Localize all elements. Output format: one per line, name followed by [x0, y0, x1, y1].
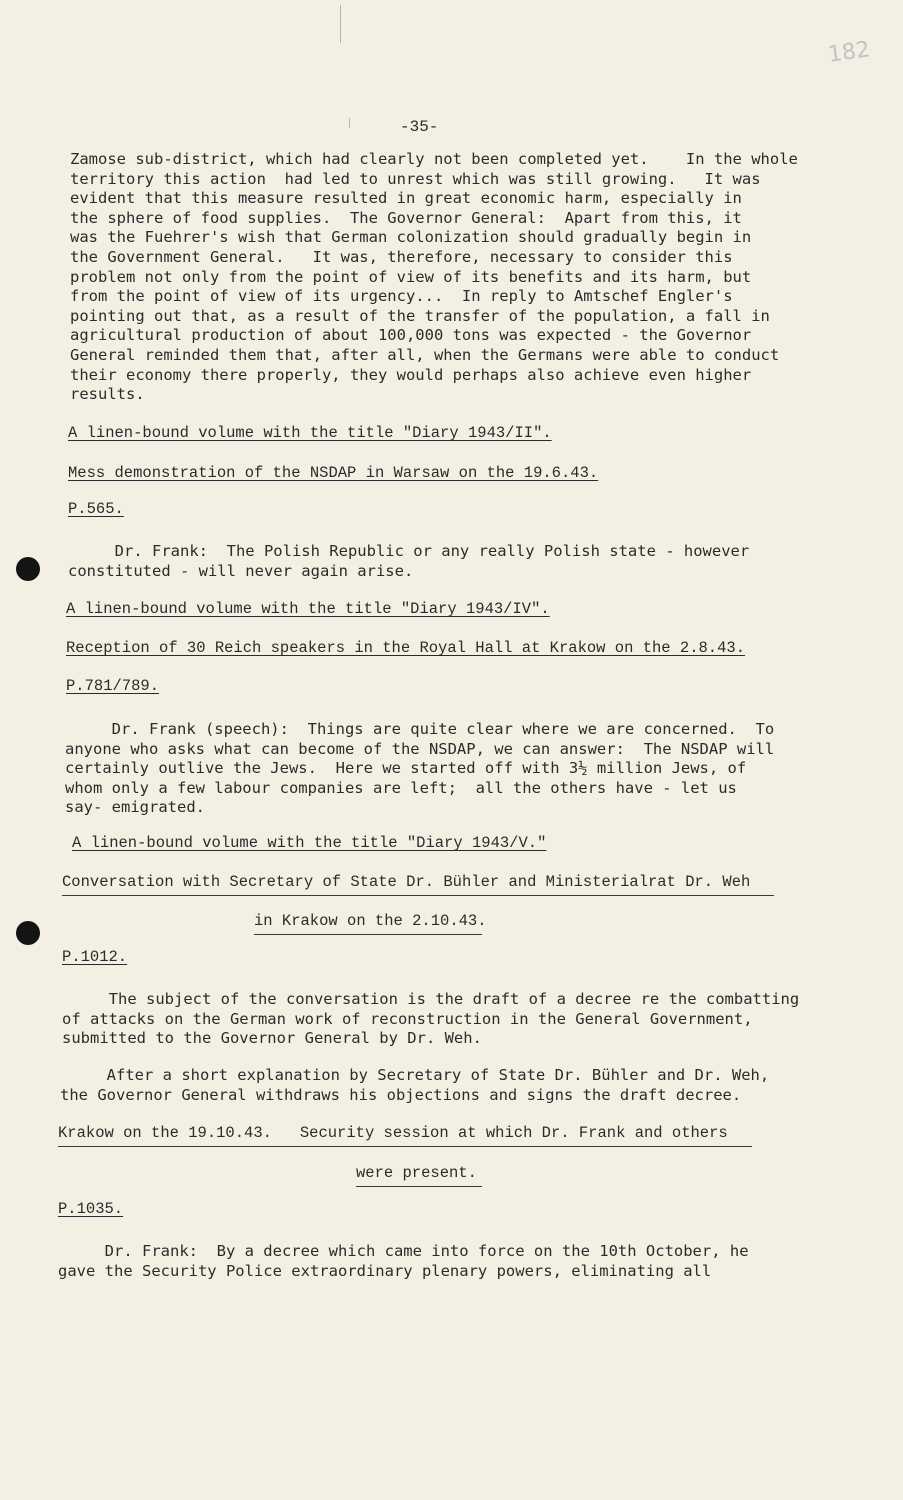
- conversation-underline-1: [62, 895, 774, 896]
- paragraph-1012-second: After a short explanation by Secretary of State Dr. Bühler and Dr. Weh, the Governor General withdraws his objections and signs the draft decree.: [60, 1066, 770, 1104]
- heading-mass-demonstration: Mess demonstration of the NSDAP in Warsaw on the 19.6.43.: [68, 464, 599, 482]
- top-pencil-mark-small: [349, 118, 350, 128]
- paragraph-1012: The subject of the conversation is the draft of a decree re the combatting of attacks on the German work of reconstruction in the General Government, submitted to the Governor General by Dr. Weh.: [62, 990, 800, 1048]
- volume-title-v: A linen-bound volume with the title "Diary 1943/V.": [72, 834, 547, 852]
- paragraph-1035: Dr. Frank: By a decree which came into force on the 10th October, he gave the Security Police extraordinary plenary powers, eliminating all: [58, 1242, 749, 1280]
- paragraph-565: Dr. Frank: The Polish Republic or any really Polish state - however constituted - will never again arise.: [68, 542, 750, 580]
- page-ref-1012: P.1012.: [62, 948, 128, 966]
- security-underline-1: [58, 1146, 752, 1147]
- heading-reception: Reception of 30 Reich speakers in the Royal Hall at Krakow on the 2.8.43.: [66, 639, 746, 657]
- page-ref-1035: P.1035.: [58, 1200, 124, 1218]
- heading-security-line-2: were present.: [356, 1164, 477, 1182]
- punch-hole-lower: [16, 921, 40, 945]
- heading-conversation-line-2: in Krakow on the 2.10.43.: [254, 912, 487, 930]
- volume-title-ii: A linen-bound volume with the title "Diary 1943/II".: [68, 424, 552, 442]
- security-underline-2: [356, 1186, 482, 1187]
- volume-title-iv: A linen-bound volume with the title "Diary 1943/IV".: [66, 600, 550, 618]
- punch-hole-upper: [16, 557, 40, 581]
- conversation-underline-2: [254, 934, 482, 935]
- page-number: -35-: [400, 118, 439, 136]
- margin-page-note: 182: [826, 37, 872, 68]
- top-pencil-mark: [340, 5, 341, 43]
- heading-security-line-1: Krakow on the 19.10.43. Security session at which Dr. Frank and others: [58, 1124, 728, 1142]
- page-ref-781: P.781/789.: [66, 677, 160, 695]
- paragraph-781: Dr. Frank (speech): Things are quite clear where we are concerned. To anyone who asks what can become of the NSDAP, we can answer: The NSDAP will certainly outlive the Jews. Here we started off with 3½ million Jews, of whom only a few labour companies are left; all the others have - let us say- emigrated.: [65, 720, 775, 817]
- intro-paragraph: Zamose sub-district, which had clearly not been completed yet. In the whole territory this action had led to unrest which was still growing. It was evident that this measure resulted in great economic harm, especially in the sphere of food supplies. The Governor General: Apart from this, it was the Fuehrer's wish that German colonization should gradually begin in the Government General. It was, therefore, necessary to consider this problem not only from the point of view of its benefits and its harm, but from the point of view of its urgency... In reply to Amtschef Engler's pointing out that, as a result of the transfer of the population, a fall in agricultural production of about 100,000 tons was expected - the Governor General reminded them that, after all, when the Germans were able to conduct their economy there properly, they would perhaps also achieve even higher results.: [70, 150, 798, 404]
- heading-conversation-line-1: Conversation with Secretary of State Dr. Bühler and Ministerialrat Dr. Weh: [62, 873, 751, 891]
- page-ref-565: P.565.: [68, 500, 124, 518]
